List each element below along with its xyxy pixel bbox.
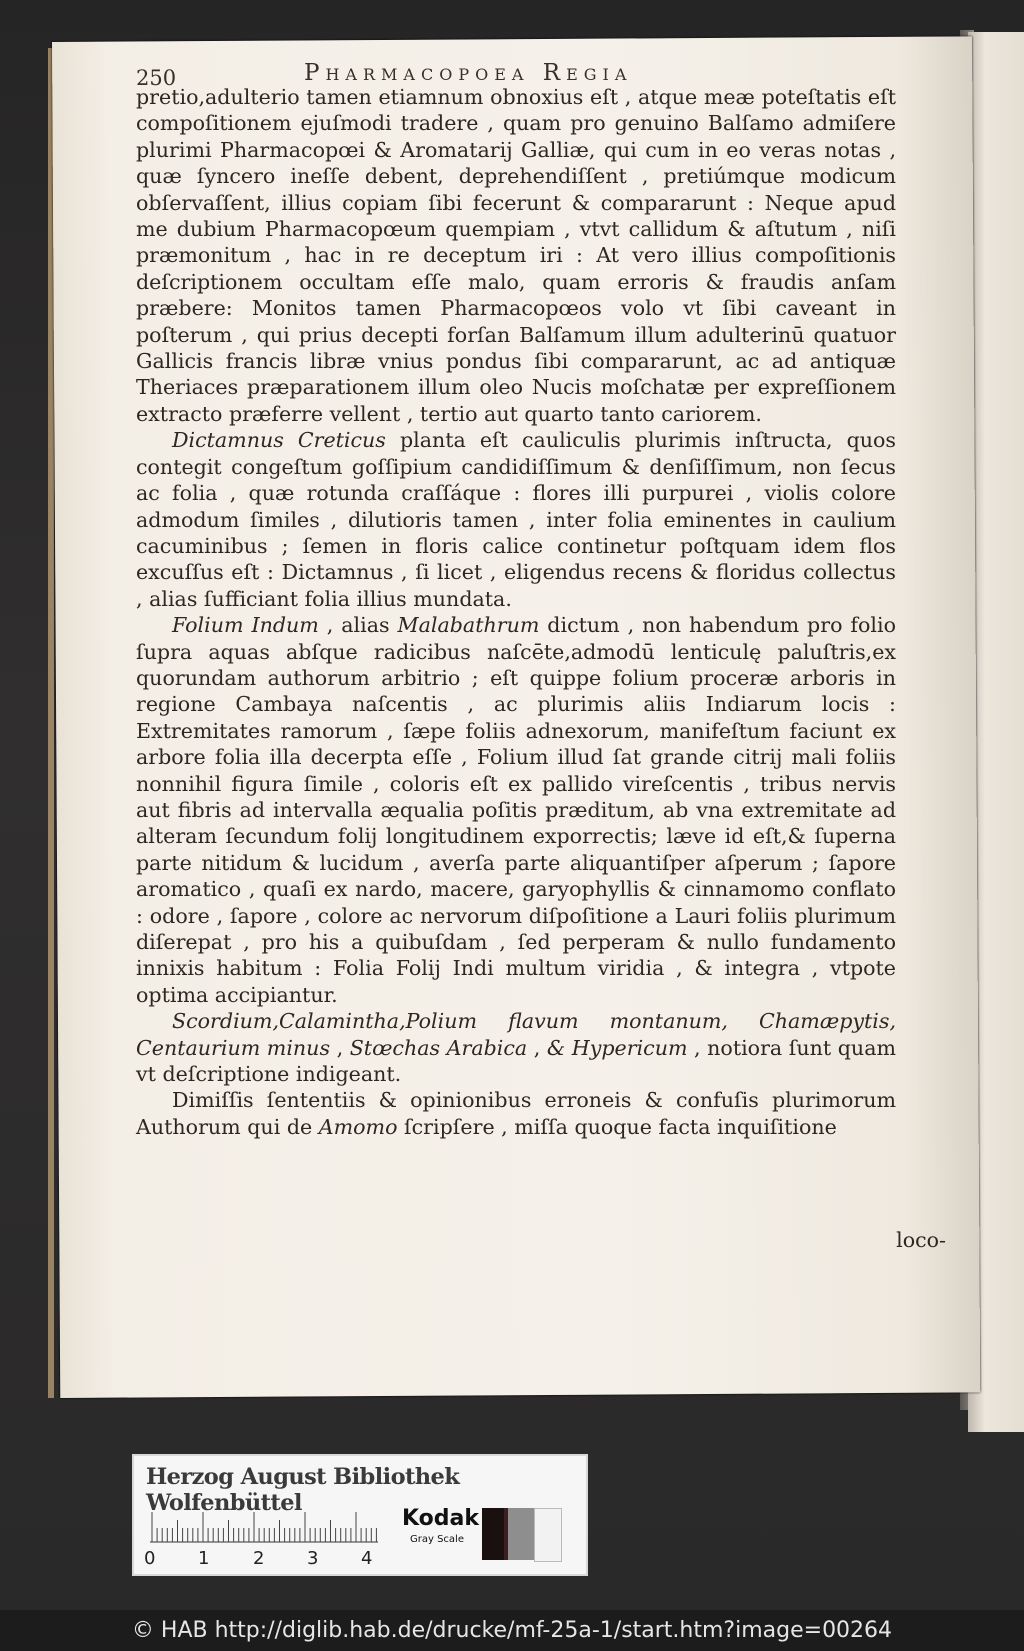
paragraph — [136, 427, 896, 612]
text-run: , — [330, 1035, 350, 1060]
ruler-number: 0 — [144, 1548, 156, 1569]
ruler-number: 1 — [198, 1548, 210, 1569]
text-run: Dimiſſis ſententiis & opinionibus erroneis & confuſis plurimorum Authorum qui de — [136, 1088, 896, 1139]
italic-term: Stœchas Arabica — [349, 1035, 528, 1060]
paragraph — [136, 84, 896, 427]
text-run: pretio,adulterio tamen etiamnum obnoxius eſt , atque meæ poteſtatis eſt compoſitionem ejuſmodi tradere , quam pro genuino Balſamo admiſere plurimi Pharmacopœi & Aromatarij Galliæ, qui cum in eo veras notas , quæ ſyncero ineſſe debent, deprehendiſſent , pretiúmque modicum obſervaſſent, illius copiam ſibi fecerunt & compararunt : Neque apud me dubium Pharmacopœum quempiam , vtvt callidum & aſtutum , niſi præmonitum , hac in re deceptum iri : At vero illius compoſitionis deſcriptionem occultam eſſe malo, quam erroris & fraudis anſam præbere: Monitos tamen Pharmacopœos volo vt ſibi caveant in poſterum , qui prius decepti forſan Balſamum illum adulterinū quatuor Gallicis francis libræ vnius pondus ſibi compararunt, ac ad antiquæ Theriaces præparationem illum oleo Nucis moſchatæ per expreſſionem extracto præferre vellent , tertio aut quarto tanto cariorem. — [136, 85, 896, 426]
italic-term: Scordium,Calamintha,Polium flavum montanum, Chamæpytis, Centaurium minus — [136, 1009, 896, 1060]
ruler-number: 4 — [361, 1548, 373, 1569]
gray-scale-label: Gray Scale — [410, 1534, 464, 1545]
swatch-black — [482, 1508, 504, 1560]
running-title: Pharmacopoea Regia — [304, 60, 633, 86]
paragraph — [136, 612, 896, 1008]
paragraph — [136, 1008, 896, 1087]
italic-term: Dictamnus Creticus — [172, 428, 386, 453]
ruler-number: 3 — [307, 1548, 319, 1569]
swatch-gray — [508, 1508, 534, 1560]
text-run: planta eſt cauliculis plurimis inſtructa, quos contegit congeſtum goſſipium candidiſſimum & denſiſſimum, non ſecus ac folia , quæ rotunda craſſáque : flores illi purpurei , violis colore admodum ſimiles , dilutioris tamen , inter folia eminentes in caulium cacuminibus ; ſemen in floris calice continetur poſtquam idem flos excuſſus eſt : Dictamnus , ſi licet , eligendus recens & floridus collectus , alias ſufficiant folia illius mundata. — [136, 428, 897, 611]
library-name: Herzog August Bibliothek Wolfenbüttel — [146, 1464, 460, 1516]
text-run: ſcripſere , miſſa quoque facta inquiſitione — [397, 1114, 837, 1139]
italic-term: Amomo — [318, 1114, 398, 1139]
italic-term: & Hypericum — [546, 1035, 688, 1060]
page-number: 250 — [136, 66, 177, 90]
swatch-white — [534, 1508, 562, 1562]
text-run: , alias — [318, 613, 398, 638]
page-text — [136, 84, 896, 1140]
copyright-footer — [0, 1610, 1024, 1651]
kodak-logo: Kodak — [402, 1506, 479, 1531]
catchword: loco- — [896, 1228, 946, 1252]
library-color-bar — [132, 1454, 588, 1576]
text-run: , — [527, 1035, 547, 1060]
italic-term: Malabathrum — [397, 613, 540, 638]
footer-text: © HAB http://diglib.hab.de/drucke/mf-25a-1/start.htm?image=00264 — [131, 1618, 893, 1643]
italic-term: Folium Indum — [172, 613, 319, 638]
paragraph — [136, 1087, 896, 1140]
text-run: , notiora ſunt quam vt deſcriptione indigeant. — [136, 1035, 896, 1087]
ruler-scale — [150, 1510, 380, 1544]
ruler-number: 2 — [253, 1548, 265, 1569]
text-run: dictum , non habendum pro folio ſupra aquas abſque radicibus naſcēte,admodū lenticulę paluſtris,ex quorundam authorum arbitrio ; eſt quippe folium proceræ arboris in regione Cambaya naſcentis , ac plurimis aliis Indiarum locis : Extremitates ramorum , ſæpe foliis adnexorum, manifeſtum faciunt ex arbore folia illa decerpta eſſe , Folium illud ſat grande citrij mali foliis nonnihil figura ſimile , coloris eſt ex pallido vireſcentis , tribus nervis aut fibris ad intervalla æqualia poſitis præditum, ab vna extremitate ad alteram ſecundum folij longitudinem exporrectis; læve id eſt,& ſuperna parte nitidum & lucidum , averſa parte aliquantiſper aſperum ; ſapore aromatico , quaſi ex nardo, macere, garyophyllis & cinnamomo conflato : odore , ſapore , colore ac nervorum diſpoſitione a Lauri foliis plurimum diſerepat , pro his a quibuſdam , ſed perperam & nullo fundamento innixis habitum : Folia Folij Indi multum viridia , & integra , vtpote optima accipiantur. — [136, 613, 896, 1007]
